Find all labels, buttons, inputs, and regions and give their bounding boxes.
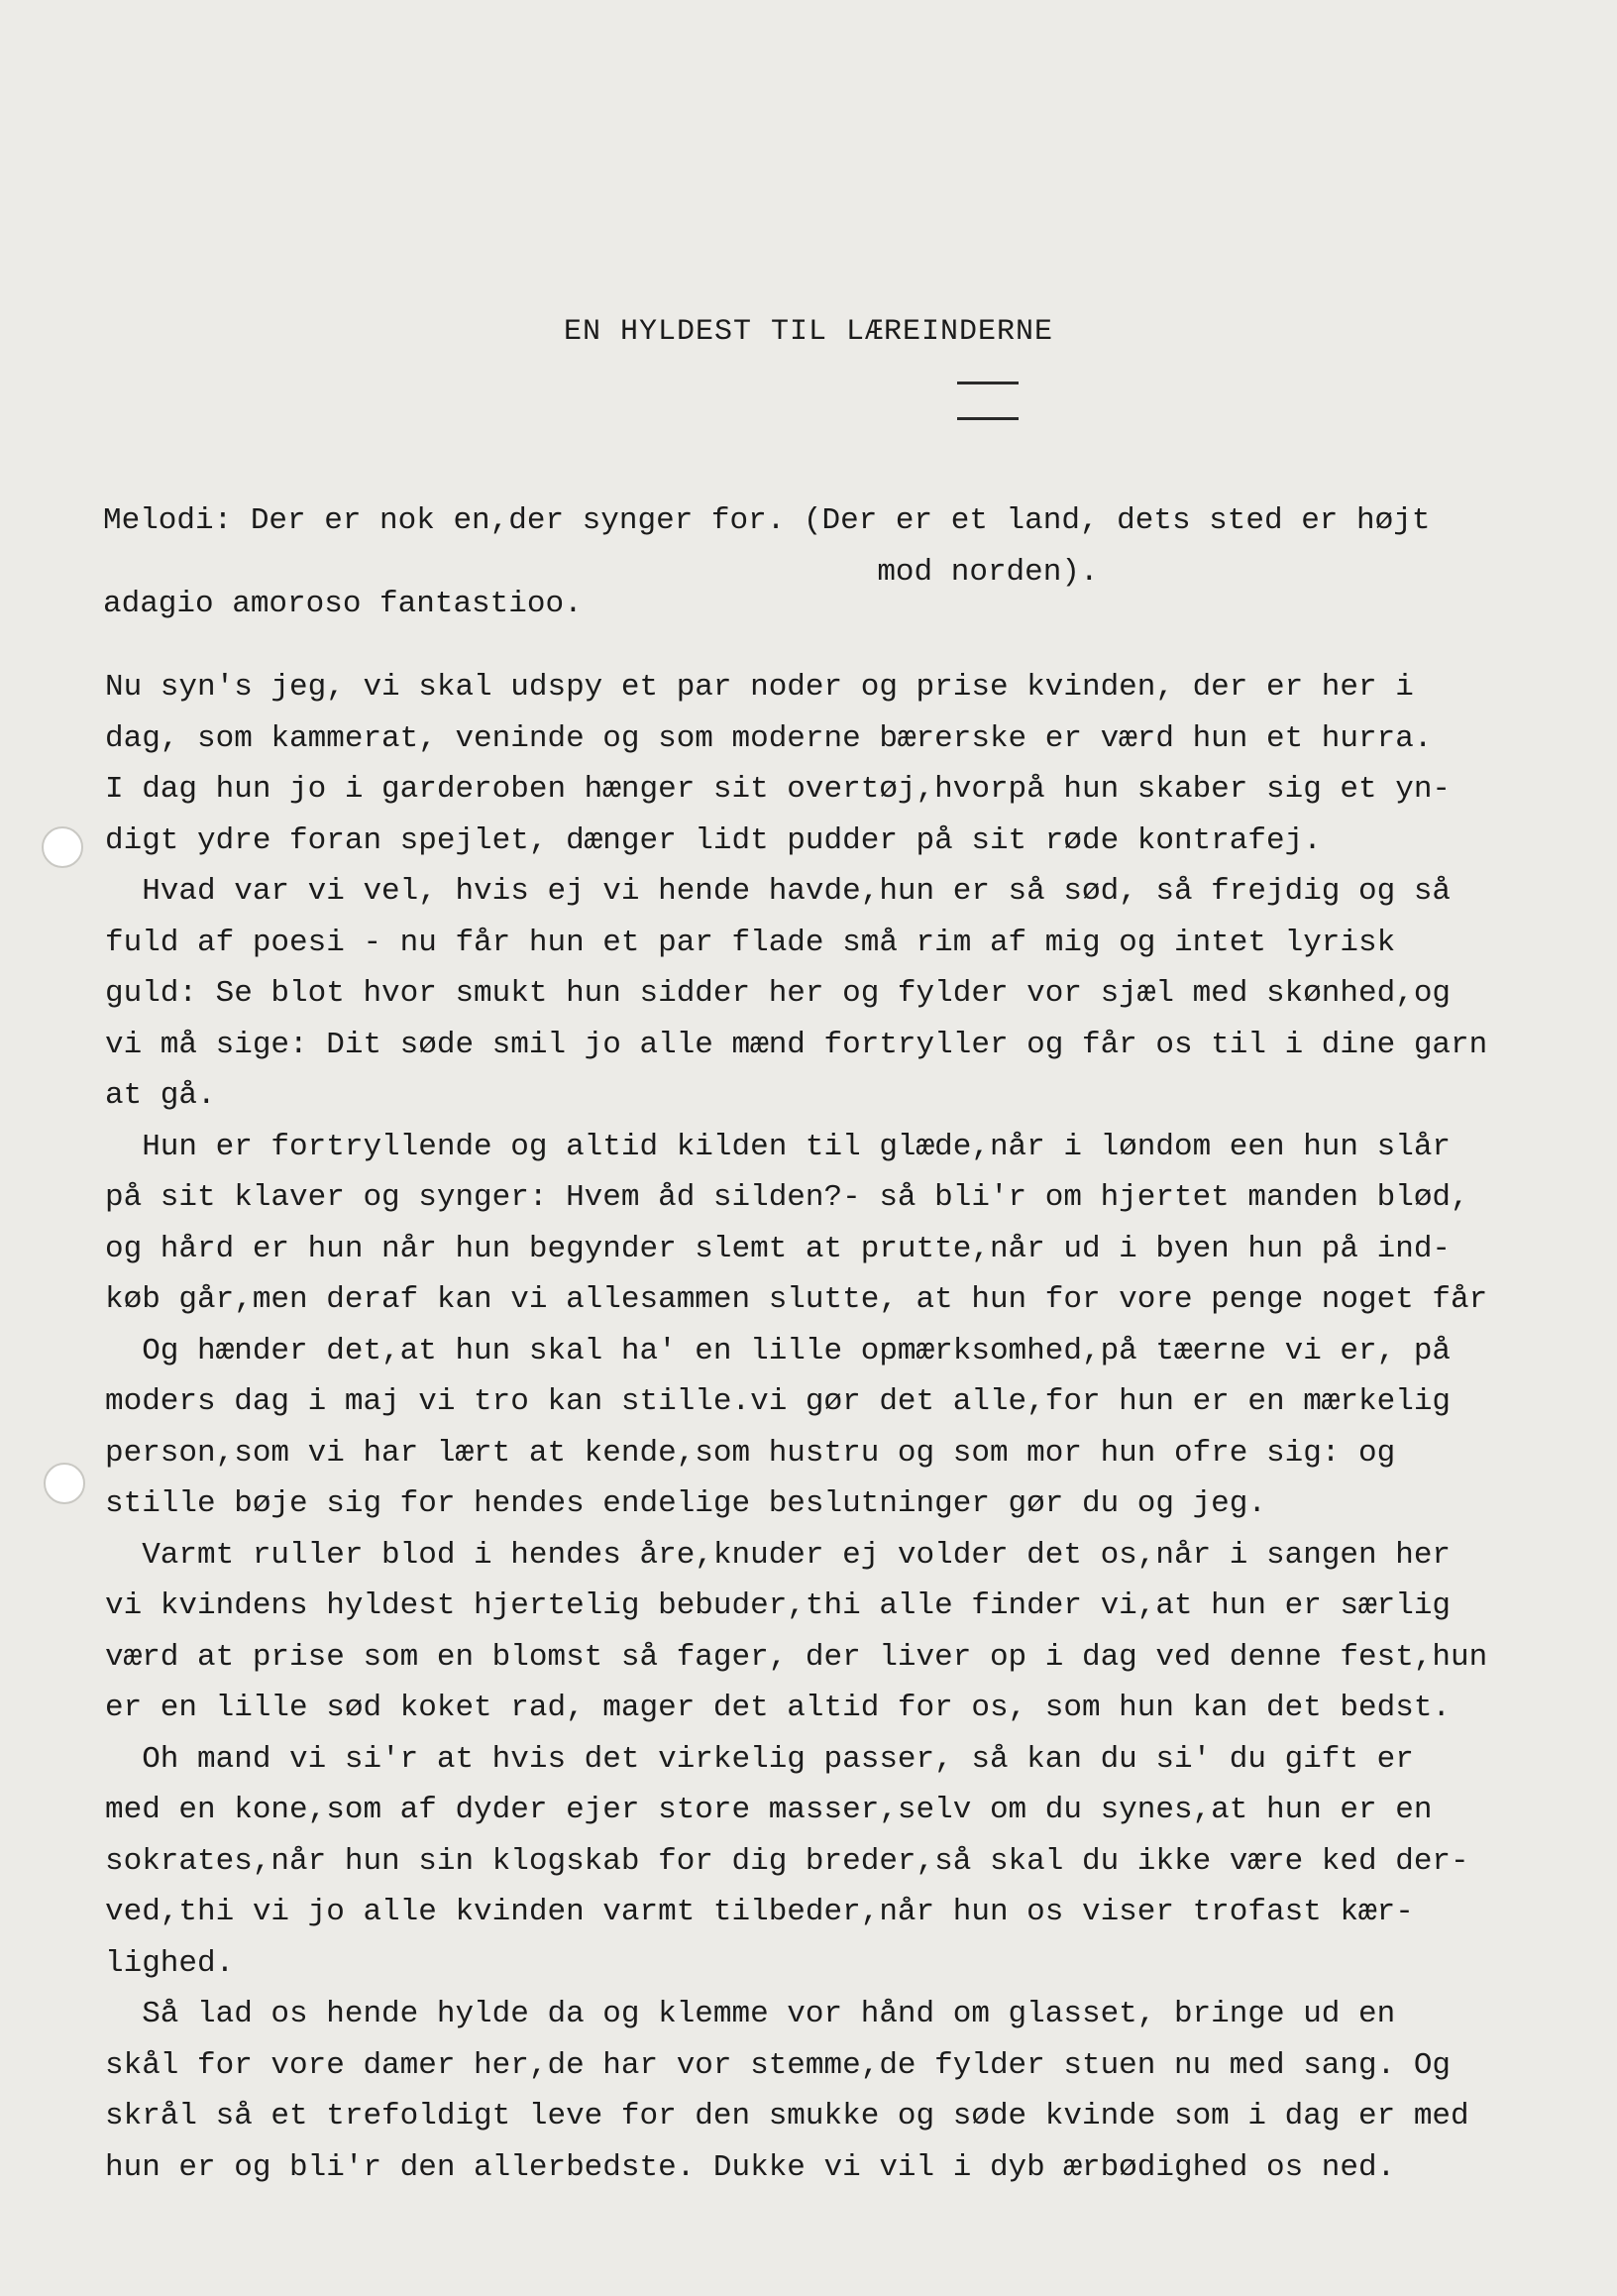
title-underline-1: [957, 382, 1019, 384]
document-title: EN HYLDEST TIL LÆREINDERNE: [563, 315, 1054, 349]
lyric-line: Varmt ruller blod i hendes åre,knuder ej volder det os,når i sangen her: [105, 1537, 1452, 1573]
punch-hole-bottom: [44, 1463, 85, 1504]
lyric-line: køb går,men deraf kan vi allesammen slutte, at hun for vore penge noget får: [105, 1282, 1488, 1317]
lyric-line: Oh mand vi si'r at hvis det virkelig passer, så kan du si' du gift er: [105, 1741, 1414, 1777]
lyric-line: og hård er hun når hun begynder slemt at prutte,når ud i byen hun på ind-: [105, 1231, 1452, 1266]
lyric-line: digt ydre foran spejlet, dænger lidt pudder på sit røde kontrafej.: [105, 822, 1322, 858]
lyric-line: skrål så et trefoldigt leve for den smukke og søde kvinde som i dag er med: [105, 2099, 1469, 2133]
title-underline-2: [957, 417, 1019, 420]
punch-hole-top: [42, 826, 83, 868]
melody-note: [103, 495, 1430, 599]
lyric-line: fuld af poesi - nu får hun et par flade små rim af mig og intet lyrisk: [105, 925, 1396, 960]
lyric-line: Nu syn's jeg, vi skal udspy et par noder og prise kvinden, der er her i: [105, 670, 1414, 705]
lyric-line: Hun er fortryllende og altid kilden til glæde,når i løndom een hun slår: [105, 1129, 1452, 1164]
lyric-line: dag, som kammerat, veninde og som moderne bærerske er værd hun et hurra.: [105, 720, 1433, 756]
lyric-line: sokrates,når hun sin klogskab for dig breder,så skal du ikke være ked der-: [105, 1843, 1469, 1879]
lyric-line: på sit klaver og synger: Hvem åd silden?- så bli'r om hjertet manden blød,: [105, 1180, 1469, 1215]
lyric-line: Så lad os hende hylde da og klemme vor hånd om glasset, bringe ud en: [105, 1997, 1396, 2031]
lyric-line: værd at prise som en blomst så fager, der liver op i dag ved denne fest,hun: [105, 1639, 1488, 1675]
lyric-line: ved,thi vi jo alle kvinden varmt tilbeder,når hun os viser trofast kær-: [105, 1895, 1414, 1929]
lyric-line: I dag hun jo i garderoben hænger sit overtøj,hvorpå hun skaber sig et yn-: [105, 772, 1452, 807]
lyric-line: lighed.: [105, 1945, 235, 1981]
lyric-line: Hvad var vi vel, hvis ej vi hende havde,hun er så sød, så frejdig og så: [105, 874, 1452, 909]
lyric-line: Og hænder det,at hun skal ha' en lille opmærksomhed,på tæerne vi er, på: [105, 1333, 1452, 1368]
lyric-line: skål for vore damer her,de har vor stemme,de fylder stuen nu med sang. Og: [105, 2047, 1452, 2083]
lyric-line: person,som vi har lært at kende,som hustru og som mor hun ofre sig: og: [105, 1435, 1396, 1471]
lyric-line: guld: Se blot hvor smukt hun sidder her og fylder vor sjæl med skønhed,og: [105, 976, 1452, 1011]
melody-line-2: mod norden).: [103, 555, 1099, 590]
lyric-line: vi må sige: Dit søde smil jo alle mænd fortryller og får os til i dine garn: [105, 1027, 1488, 1062]
lyric-line: moders dag i maj vi tro kan stille.vi gør det alle,for hun er en mærkelig: [105, 1384, 1452, 1419]
lyric-line: med en kone,som af dyder ejer store masser,selv om du synes,at hun er en: [105, 1793, 1433, 1827]
song-lyrics: [105, 662, 1611, 2193]
lyric-line: at gå.: [105, 1078, 216, 1113]
lyric-line: vi kvindens hyldest hjertelig bebuder,thi alle finder vi,at hun er særlig: [105, 1588, 1452, 1623]
tempo-marking: adagio amoroso fantastioo.: [103, 587, 583, 621]
lyric-line: er en lille sød koket rad, mager det altid for os, som hun kan det bedst.: [105, 1691, 1452, 1725]
lyric-line: stille bøje sig for hendes endelige beslutninger gør du og jeg.: [105, 1486, 1266, 1521]
lyric-line: hun er og bli'r den allerbedste. Dukke vi vil i dyb ærbødighed os ned.: [105, 2149, 1396, 2185]
melody-line-1: Melodi: Der er nok en,der synger for. (Der er et land, dets sted er højt: [103, 503, 1431, 538]
